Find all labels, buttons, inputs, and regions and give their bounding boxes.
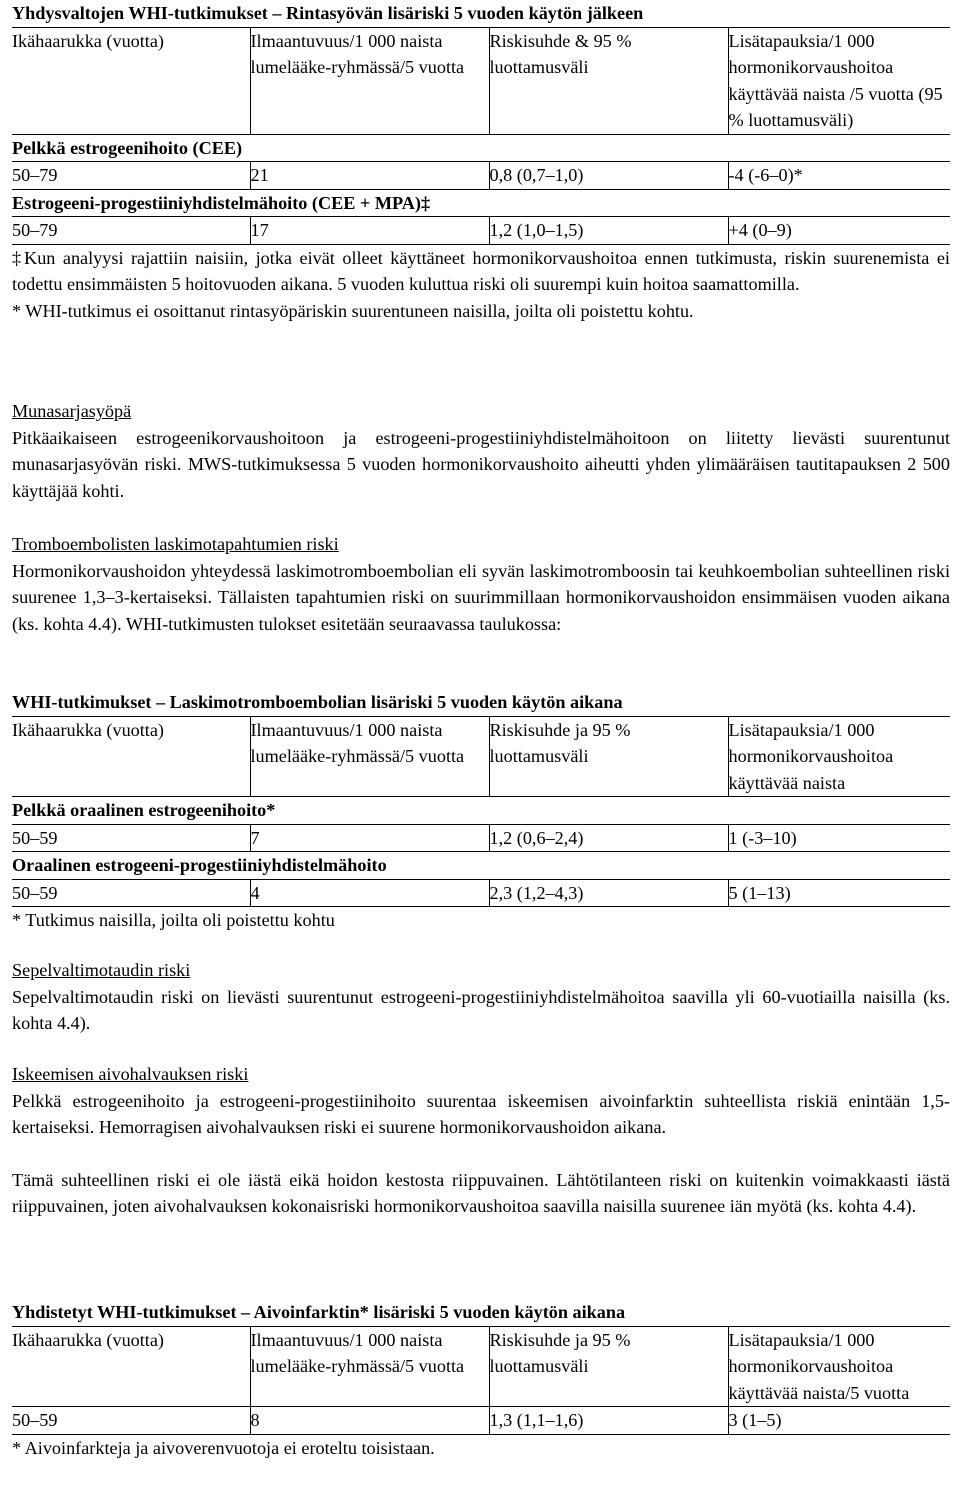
table3-header-row (12, 1326, 950, 1407)
coronary-section (12, 957, 950, 1037)
table2-header-cell: Ikähaarukka (vuotta) (12, 716, 250, 797)
table2-title: WHI-tutkimukset – Laskimotromboembolian lisäriski 5 vuoden käytön aikana (12, 692, 623, 712)
table2-cell: 1,2 (0,6–2,4) (489, 824, 728, 852)
table3-section (12, 1299, 950, 1461)
table2-cell: 4 (250, 879, 489, 907)
table1-cell: 50–79 (12, 217, 250, 245)
table1-note-2: * WHI-tutkimus ei osoittanut rintasyöpäriskin suurentuneen naisilla, joilta oli poistettu kohtu. (12, 300, 694, 321)
stroke-section (12, 1061, 950, 1220)
ovarian-section (12, 398, 950, 504)
table-row (12, 879, 950, 907)
stroke-text-2: Tämä suhteellinen riski ei ole iästä eikä hoidon kestosta riippuvainen. Lähtötilanteen riski on kuitenkin voimakkaasti iästä riippuvainen, joten aivohalvauksen kokonaisriski hormonikorvaushoitoa saavilla naisilla suurenee iän myötä (ks. kohta 4.4). (12, 1169, 950, 1216)
table1-header-cell: Ikähaarukka (vuotta) (12, 27, 250, 134)
table-row (12, 217, 950, 245)
table3-cell: 1,3 (1,1–1,6) (489, 1407, 728, 1435)
table2-cell: 1 (-3–10) (728, 824, 950, 852)
table3-cell: 8 (250, 1407, 489, 1435)
table1-cell: 21 (250, 162, 489, 190)
table2-group-label: Oraalinen estrogeeni-progestiiniyhdistelmähoito (12, 852, 950, 880)
table2 (12, 716, 950, 908)
stroke-heading: Iskeemisen aivohalvauksen riski (12, 1064, 249, 1084)
table2-section (12, 689, 950, 934)
ovarian-text: Pitkäaikaiseen estrogeenikorvaushoitoon ja estrogeeni-progestiiniyhdistelmähoitoon on liitetty lievästi suurentunut munasarjasyövän riski. MWS-tutkimuksessa 5 vuoden hormonikorvaushoito aiheutti yhden ylimääräisen tautitapauksen 2 500 käyttäjää kohti. (12, 427, 950, 501)
table1-title: Yhdysvaltojen WHI-tutkimukset – Rintasyövän lisäriski 5 vuoden käytön jälkeen (12, 3, 644, 23)
table1-group-label: Pelkkä estrogeenihoito (CEE) (12, 134, 950, 162)
table3-note: * Aivoinfarkteja ja aivoverenvuotoja ei eroteltu toisistaan. (12, 1437, 435, 1458)
table3-title: Yhdistetyt WHI-tutkimukset – Aivoinfarktin* lisäriski 5 vuoden käytön aikana (12, 1302, 626, 1322)
table2-group-row (12, 852, 950, 880)
table1-header-cell: Riskisuhde & 95 % luottamusväli (489, 27, 728, 134)
table1-group-row (12, 134, 950, 162)
table3-header-cell: Ikähaarukka (vuotta) (12, 1326, 250, 1407)
table2-header-cell: Lisätapauksia/1 000 hormonikorvaushoitoa käyttävää naista (728, 716, 950, 797)
table2-cell: 2,3 (1,2–4,3) (489, 879, 728, 907)
vte-section (12, 531, 950, 637)
table2-group-label: Pelkkä oraalinen estrogeenihoito* (12, 797, 950, 825)
table1-cell: 17 (250, 217, 489, 245)
table-row (12, 162, 950, 190)
table2-cell: 50–59 (12, 879, 250, 907)
table1-header-row (12, 27, 950, 134)
table3-header-cell: Ilmaantuvuus/1 000 naista lumelääke-ryhmässä/5 vuotta (250, 1326, 489, 1407)
table1-cell: -4 (-6–0)* (728, 162, 950, 190)
table2-note: * Tutkimus naisilla, joilta oli poistettu kohtu (12, 910, 335, 930)
table3-header-cell: Riskisuhde ja 95 % luottamusväli (489, 1326, 728, 1407)
vte-text: Hormonikorvaushoidon yhteydessä laskimotromboembolian eli syvän laskimotromboosin tai keuhkoembolian suhteellinen riski suurenee 1,3–3-kertaiseksi. Tällaisten tapahtumien riski on suurimmillaan hormonikorvaushoidon ensimmäisen vuoden aikana (ks. kohta 4.4). WHI-tutkimusten tulokset esitetään seuraavassa taulukossa: (12, 560, 950, 634)
table3-cell: 3 (1–5) (728, 1407, 950, 1435)
vte-heading: Tromboembolisten laskimotapahtumien riski (12, 534, 339, 554)
table3-cell: 50–59 (12, 1407, 250, 1435)
table1-section (12, 0, 950, 324)
table2-header-cell: Riskisuhde ja 95 % luottamusväli (489, 716, 728, 797)
table2-cell: 7 (250, 824, 489, 852)
table1-note-1: ‡Kun analyysi rajattiin naisiin, jotka eivät olleet käyttäneet hormonikorvaushoitoa ennen tutkimusta, riskin suurenemista ei todettu ensimmäisten 5 hoitovuoden aikana. 5 vuoden kuluttua riski oli suurempi kuin hoitoa saamattomilla. (12, 247, 950, 294)
coronary-text: Sepelvaltimotaudin riski on lievästi suurentunut estrogeeni-progestiiniyhdistelmähoitoa saavilla yli 60-vuotiailla naisilla (ks. kohta 4.4). (12, 986, 950, 1033)
table-row (12, 1407, 950, 1435)
table3-header-cell: Lisätapauksia/1 000 hormonikorvaushoitoa käyttävää naista/5 vuotta (728, 1326, 950, 1407)
table1-group-row (12, 189, 950, 217)
coronary-heading: Sepelvaltimotaudin riski (12, 960, 191, 980)
table1-header-cell: Lisätapauksia/1 000 hormonikorvaushoitoa käyttävää naista /5 vuotta (95 % luottamusväli) (728, 27, 950, 134)
table2-cell: 50–59 (12, 824, 250, 852)
stroke-text-1: Pelkkä estrogeenihoito ja estrogeeni-progestiinihoito suurentaa iskeemisen aivoinfarktin suhteellista riskiä enintään 1,5-kertaiseksi. Hemorragisen aivohalvauksen riski ei suurene hormonikorvaushoidon aikana. (12, 1090, 950, 1137)
table2-header-cell: Ilmaantuvuus/1 000 naista lumelääke-ryhmässä/5 vuotta (250, 716, 489, 797)
table2-header-row (12, 716, 950, 797)
table1-header-cell: Ilmaantuvuus/1 000 naista lumelääke-ryhmässä/5 vuotta (250, 27, 489, 134)
ovarian-heading: Munasarjasyöpä (12, 401, 132, 421)
table2-cell: 5 (1–13) (728, 879, 950, 907)
table3 (12, 1326, 950, 1435)
table1 (12, 27, 950, 245)
table1-cell: +4 (0–9) (728, 217, 950, 245)
table-row (12, 824, 950, 852)
table1-cell: 50–79 (12, 162, 250, 190)
table1-cell: 0,8 (0,7–1,0) (489, 162, 728, 190)
table1-cell: 1,2 (1,0–1,5) (489, 217, 728, 245)
table1-group-label: Estrogeeni-progestiiniyhdistelmähoito (CEE + MPA)‡ (12, 189, 950, 217)
table2-group-row (12, 797, 950, 825)
